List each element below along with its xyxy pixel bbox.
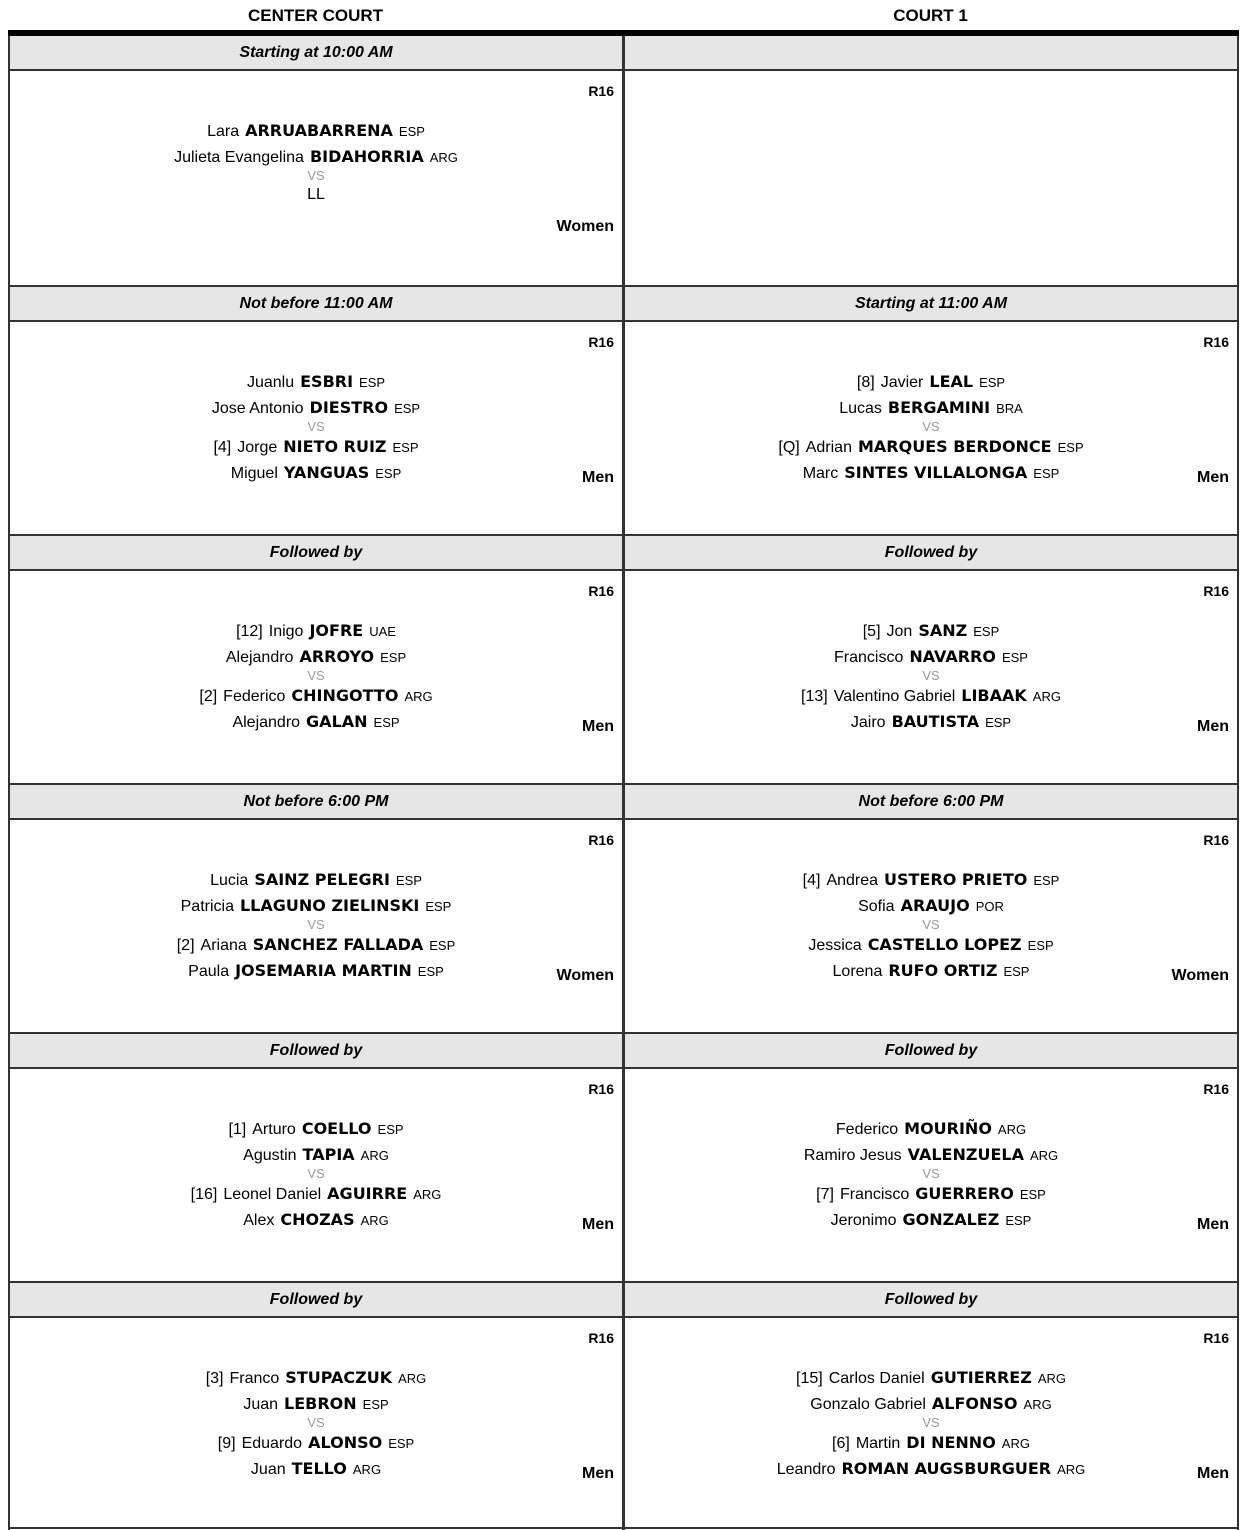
category-label: Men <box>1197 469 1229 486</box>
player-row <box>10 368 622 394</box>
player-first-name: Paula <box>188 963 230 980</box>
player-seed: [7] <box>816 1186 834 1203</box>
player-nationality: ESP <box>979 375 1006 390</box>
player-row <box>625 617 1237 643</box>
round-label: R16 <box>588 832 614 848</box>
player-nationality: ARG <box>1023 1397 1052 1412</box>
round-label: R16 <box>1203 1081 1229 1097</box>
player-last-name: USTERO PRIETO <box>884 870 1028 889</box>
player-first-name: Alejandro <box>232 714 301 731</box>
player-seed: [2] <box>199 688 218 705</box>
slot-time-header: Followed by <box>10 1281 622 1318</box>
player-first-name: Jorge <box>237 439 278 456</box>
player-nationality: ESP <box>1005 1213 1032 1228</box>
versus-label: VS <box>922 1415 940 1430</box>
player-first-name: Federico <box>223 688 286 705</box>
player-nationality: ESP <box>1003 964 1030 979</box>
slot-time-header: Followed by <box>10 1032 622 1069</box>
player-row <box>625 1429 1237 1455</box>
player-row <box>625 1141 1237 1167</box>
match-players <box>10 368 622 485</box>
player-last-name: ALFONSO <box>931 1394 1018 1413</box>
player-last-name: LLAGUNO ZIELINSKI <box>239 896 420 915</box>
player-nationality: ESP <box>417 964 444 979</box>
match-slot <box>625 1281 1237 1530</box>
player-row <box>10 866 622 892</box>
player-nationality: ESP <box>375 466 402 481</box>
player-last-name: GONZALEZ <box>902 1210 1000 1229</box>
court-titles <box>8 5 1238 29</box>
player-first-name: Eduardo <box>241 1435 303 1452</box>
category-label: Women <box>1171 967 1229 984</box>
player-row <box>625 643 1237 669</box>
player-last-name: MARQUES BERDONCE <box>857 437 1052 456</box>
player-first-name: Sofia <box>858 898 895 915</box>
slot-time-header <box>625 36 1237 71</box>
player-row <box>625 394 1237 420</box>
player-row <box>10 1429 622 1455</box>
player-first-name: Leandro <box>776 1461 836 1478</box>
player-row <box>10 1115 622 1141</box>
player-last-name: ARAUJO <box>900 896 970 915</box>
category-label: Men <box>582 1216 614 1233</box>
match-slot <box>10 1032 622 1281</box>
player-nationality: ARG <box>398 1371 427 1386</box>
player-row <box>625 957 1237 983</box>
match-slot <box>625 285 1237 534</box>
player-nationality: ARG <box>1032 689 1061 704</box>
player-last-name: TAPIA <box>302 1145 355 1164</box>
player-row <box>10 643 622 669</box>
player-last-name: DI NENNO <box>906 1433 996 1452</box>
player-last-name: ESBRI <box>300 372 354 391</box>
player-nationality: POR <box>975 899 1004 914</box>
match-players <box>625 1115 1237 1232</box>
match-card <box>10 571 622 781</box>
player-row <box>10 459 622 485</box>
player-last-name: YANGUAS <box>283 463 370 482</box>
player-first-name: Jose Antonio <box>211 400 304 417</box>
player-nationality: ESP <box>359 375 386 390</box>
player-nationality: ARG <box>404 689 433 704</box>
player-first-name: Jon <box>886 623 913 640</box>
player-nationality: ARG <box>352 1462 382 1477</box>
court-column-court-1 <box>624 36 1239 1530</box>
slot-time-header: Followed by <box>625 534 1237 571</box>
match-players <box>10 1115 622 1232</box>
player-seed: [16] <box>190 1186 218 1203</box>
match-card <box>625 820 1237 1030</box>
player-row <box>625 866 1237 892</box>
player-nationality: ARG <box>997 1122 1027 1137</box>
player-first-name: Patricia <box>180 898 234 915</box>
player-last-name: TELLO <box>291 1459 347 1478</box>
player-first-name: Francisco <box>834 649 904 666</box>
player-first-name: Jessica <box>808 937 862 954</box>
player-last-name: GALAN <box>306 712 368 731</box>
player-row <box>625 1455 1237 1481</box>
match-players <box>10 866 622 983</box>
player-nationality: ARG <box>360 1213 389 1228</box>
match-card <box>625 571 1237 781</box>
court-column-center <box>8 36 624 1530</box>
player-first-name: Julieta Evangelina <box>174 149 304 166</box>
round-label: R16 <box>588 1330 614 1346</box>
versus-label: VS <box>307 168 325 183</box>
player-first-name: Martin <box>855 1435 901 1452</box>
player-seed: [8] <box>856 374 875 391</box>
player-first-name: Adrian <box>805 439 852 456</box>
player-nationality: ESP <box>380 650 407 665</box>
player-first-name: Leonel Daniel <box>223 1186 322 1203</box>
player-seed: [13] <box>801 688 828 705</box>
player-row <box>10 617 622 643</box>
player-seed: [Q] <box>778 439 800 456</box>
player-nationality: ESP <box>1033 466 1060 481</box>
player-last-name: JOFRE <box>309 621 364 640</box>
court-title-center: CENTER COURT <box>247 6 384 25</box>
player-last-name: LEBRON <box>284 1394 357 1413</box>
player-last-name: ROMAN AUGSBURGUER <box>841 1459 1052 1478</box>
player-first-name: Ariana <box>200 937 247 954</box>
player-row <box>10 931 622 957</box>
player-seed: [2] <box>176 937 195 954</box>
player-nationality: ARG <box>360 1148 389 1163</box>
player-last-name: ARRUABARRENA <box>245 121 393 140</box>
match-players <box>10 617 622 734</box>
player-last-name: MOURIÑO <box>904 1119 992 1138</box>
match-card <box>625 1318 1237 1528</box>
slot-time-header: Not before 6:00 PM <box>10 783 622 820</box>
player-first-name: Juanlu <box>246 374 295 391</box>
category-label: Men <box>582 469 614 486</box>
match-card <box>10 1069 622 1279</box>
match-players <box>10 117 622 208</box>
player-nationality: ESP <box>392 440 419 455</box>
round-label: R16 <box>588 1081 614 1097</box>
player-row <box>10 433 622 459</box>
player-nationality: ESP <box>388 1436 415 1451</box>
category-label: Men <box>582 718 614 735</box>
versus-label: VS <box>307 1166 325 1181</box>
player-row <box>625 1206 1237 1232</box>
match-slot <box>625 1032 1237 1281</box>
category-label: Women <box>556 218 614 235</box>
round-label: R16 <box>588 334 614 350</box>
slot-time-header: Followed by <box>10 534 622 571</box>
player-first-name: Andrea <box>826 872 879 889</box>
player-row <box>10 1455 622 1481</box>
player-last-name: CHOZAS <box>280 1210 355 1229</box>
player-last-name: NIETO RUIZ <box>283 437 387 456</box>
player-row <box>10 394 622 420</box>
player-first-name: Franco <box>229 1370 280 1387</box>
match-card <box>10 71 622 283</box>
player-nationality: ESP <box>429 938 456 953</box>
category-label: Men <box>1197 1216 1229 1233</box>
match-slot <box>10 285 622 534</box>
player-first-name: Lucas <box>839 400 882 417</box>
round-label: R16 <box>1203 1330 1229 1346</box>
player-last-name: COELLO <box>301 1119 372 1138</box>
player-last-name: CHINGOTTO <box>291 686 399 705</box>
player-first-name: Gonzalo Gabriel <box>810 1396 926 1413</box>
player-seed: [6] <box>832 1435 850 1452</box>
player-last-name: SINTES VILLALONGA <box>844 463 1028 482</box>
table-bottom-border <box>8 1527 1239 1529</box>
player-first-name: Lucia <box>210 872 249 889</box>
player-first-name: Valentino Gabriel <box>833 688 956 705</box>
player-first-name: Jeronimo <box>830 1212 897 1229</box>
versus-label: VS <box>307 668 325 683</box>
match-players <box>10 1364 622 1481</box>
round-label: R16 <box>588 583 614 599</box>
player-row <box>10 892 622 918</box>
player-nationality: ESP <box>973 624 1000 639</box>
player-nationality: ARG <box>1037 1371 1066 1386</box>
player-first-name: Francisco <box>839 1186 910 1203</box>
player-last-name: CASTELLO LOPEZ <box>867 935 1022 954</box>
player-first-name: Arturo <box>252 1121 296 1138</box>
match-card <box>625 1069 1237 1279</box>
slot-time-header: Followed by <box>625 1281 1237 1318</box>
match-slot <box>10 534 622 783</box>
player-nationality: ESP <box>398 124 425 139</box>
player-nationality: ARG <box>1057 1462 1086 1477</box>
player-last-name: SANZ <box>918 621 968 640</box>
player-row <box>10 1390 622 1416</box>
court-title-court-1: COURT 1 <box>893 6 968 25</box>
player-first-name: Miguel <box>230 465 278 482</box>
player-last-name: BAUTISTA <box>891 712 980 731</box>
player-seed: [1] <box>228 1121 247 1138</box>
player-last-name: LEAL <box>929 372 974 391</box>
schedule-grid <box>8 36 1239 1530</box>
player-row <box>10 682 622 708</box>
player-row <box>10 1364 622 1390</box>
versus-label: VS <box>307 419 325 434</box>
player-nationality: ESP <box>377 1122 404 1137</box>
round-label: R16 <box>588 83 614 99</box>
slot-time-header: Not before 11:00 AM <box>10 285 622 322</box>
player-seed: [9] <box>217 1435 236 1452</box>
player-last-name: STUPACZUK <box>285 1368 393 1387</box>
round-label: R16 <box>1203 583 1229 599</box>
player-first-name: Carlos Daniel <box>828 1370 925 1387</box>
player-row <box>625 1180 1237 1206</box>
player-last-name: RUFO ORTIZ <box>888 961 998 980</box>
player-row <box>625 892 1237 918</box>
player-last-name: BIDAHORRIA <box>309 147 424 166</box>
player-row <box>10 1206 622 1232</box>
round-label: R16 <box>1203 832 1229 848</box>
player-row <box>10 1180 622 1206</box>
player-nationality: ESP <box>362 1397 389 1412</box>
player-row <box>625 931 1237 957</box>
category-label: Men <box>1197 1465 1229 1482</box>
player-last-name: SAINZ PELEGRI <box>254 870 390 889</box>
player-last-name: NAVARRO <box>909 647 996 666</box>
player-first-name: Jairo <box>850 714 886 731</box>
player-seed: [4] <box>802 872 821 889</box>
player-last-name: GUTIERREZ <box>930 1368 1032 1387</box>
player-first-name: Agustin <box>243 1147 297 1164</box>
player-row <box>10 1141 622 1167</box>
player-first-name: Ramiro Jesus <box>803 1147 902 1164</box>
player-seed: [15] <box>796 1370 823 1387</box>
player-seed: [5] <box>862 623 881 640</box>
category-label: Men <box>1197 718 1229 735</box>
versus-label: VS <box>922 668 940 683</box>
match-card <box>10 322 622 532</box>
versus-label: VS <box>922 917 940 932</box>
player-nationality: ESP <box>394 401 421 416</box>
player-nationality: ESP <box>1033 873 1060 888</box>
slot-time-header: Starting at 11:00 AM <box>625 285 1237 322</box>
player-last-name: ALONSO <box>308 1433 383 1452</box>
match-slot <box>10 36 622 285</box>
player-last-name: JOSEMARIA MARTIN <box>235 961 412 980</box>
match-players <box>625 866 1237 983</box>
player-nationality: ARG <box>429 150 458 165</box>
player-row <box>625 368 1237 394</box>
player-nationality: ESP <box>985 715 1012 730</box>
player-last-name: BERGAMINI <box>887 398 991 417</box>
player-last-name: SANCHEZ FALLADA <box>252 935 424 954</box>
player-seed: [12] <box>236 623 263 640</box>
player-row <box>625 1115 1237 1141</box>
match-card <box>10 1318 622 1528</box>
player-first-name: Alex <box>243 1212 275 1229</box>
versus-label: VS <box>922 419 940 434</box>
player-first-name: Lara <box>207 123 240 140</box>
player-nationality: BRA <box>996 401 1023 416</box>
player-nationality: ESP <box>1001 650 1028 665</box>
player-first-name: Federico <box>835 1121 899 1138</box>
player-first-name: Marc <box>802 465 839 482</box>
category-label: Men <box>582 1465 614 1482</box>
match-card <box>10 820 622 1030</box>
match-slot <box>625 36 1237 285</box>
player-last-name: AGUIRRE <box>327 1184 408 1203</box>
match-players <box>625 617 1237 734</box>
player-row <box>10 117 622 143</box>
lucky-loser-placeholder: LL <box>307 186 325 203</box>
slot-time-header: Starting at 10:00 AM <box>10 36 622 71</box>
player-row <box>10 957 622 983</box>
slot-time-header: Not before 6:00 PM <box>625 783 1237 820</box>
player-seed: [3] <box>205 1370 224 1387</box>
match-players <box>625 1364 1237 1481</box>
player-row <box>625 708 1237 734</box>
match-slot <box>10 1281 622 1530</box>
match-slot <box>625 783 1237 1032</box>
versus-label: VS <box>922 1166 940 1181</box>
player-last-name: DIESTRO <box>309 398 389 417</box>
player-row <box>625 459 1237 485</box>
round-label: R16 <box>1203 334 1229 350</box>
player-nationality: ARG <box>1001 1436 1030 1451</box>
player-row <box>625 1390 1237 1416</box>
player-nationality: ESP <box>395 873 422 888</box>
player-nationality: ESP <box>425 899 452 914</box>
player-row <box>625 682 1237 708</box>
player-nationality: UAE <box>369 624 396 639</box>
player-nationality: ESP <box>373 715 400 730</box>
player-first-name: Lorena <box>832 963 883 980</box>
player-nationality: ESP <box>1057 440 1084 455</box>
player-last-name: LIBAAK <box>961 686 1027 705</box>
player-nationality: ARG <box>1029 1148 1059 1163</box>
player-last-name: ARROYO <box>299 647 375 666</box>
match-card <box>625 322 1237 532</box>
player-first-name: Juan <box>250 1461 286 1478</box>
match-players <box>625 368 1237 485</box>
player-nationality: ESP <box>1019 1187 1046 1202</box>
player-last-name: GUERRERO <box>915 1184 1014 1203</box>
match-card <box>625 71 1237 283</box>
player-row <box>10 143 622 169</box>
player-first-name: Inigo <box>268 623 304 640</box>
player-first-name: Juan <box>243 1396 279 1413</box>
player-row <box>625 433 1237 459</box>
match-slot <box>625 534 1237 783</box>
category-label: Women <box>556 967 614 984</box>
player-row <box>625 1364 1237 1390</box>
player-row <box>10 708 622 734</box>
player-nationality: ESP <box>1027 938 1054 953</box>
slot-time-header: Followed by <box>625 1032 1237 1069</box>
player-first-name: Javier <box>880 374 924 391</box>
versus-label: VS <box>307 1415 325 1430</box>
player-first-name: Alejandro <box>225 649 294 666</box>
player-seed: [4] <box>213 439 232 456</box>
match-slot <box>10 783 622 1032</box>
player-last-name: VALENZUELA <box>907 1145 1024 1164</box>
versus-label: VS <box>307 917 325 932</box>
player-nationality: ARG <box>413 1187 442 1202</box>
